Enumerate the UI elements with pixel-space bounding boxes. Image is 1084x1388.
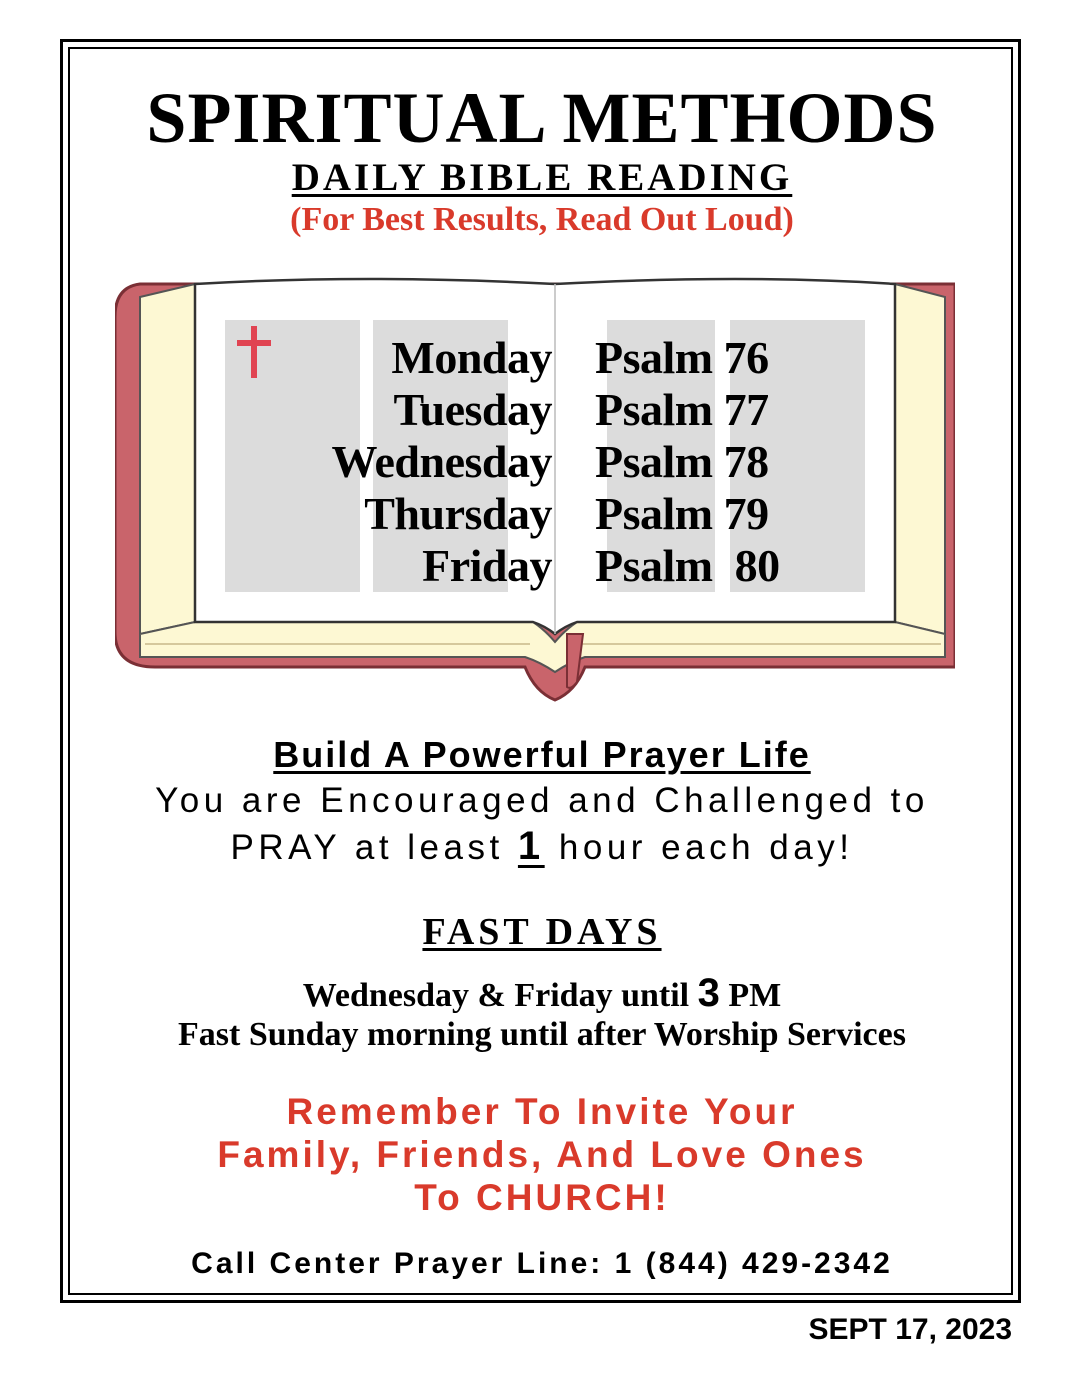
fast-days-heading-text: FAST DAYS	[422, 911, 662, 953]
reading-day: Monday	[391, 332, 552, 383]
invite-line-3: To CHURCH!	[414, 1177, 670, 1218]
fast-days-heading	[0, 910, 1084, 954]
prayer-line-2-start: PRAY at least	[230, 828, 518, 867]
reading-day: Wednesday	[331, 436, 552, 487]
prayer-line-2-end: hour each day!	[544, 828, 854, 867]
reading-psalm: Psalm 79	[595, 488, 769, 539]
prayer-line-phone: Call Center Prayer Line: 1 (844) 429-2342	[191, 1247, 893, 1280]
fast-line-1-end: PM	[719, 977, 782, 1014]
reading-day: Tuesday	[393, 384, 552, 435]
subtitle-text: DAILY BIBLE READING	[291, 156, 793, 199]
page-title: SPIRITUAL METHODS	[146, 78, 938, 158]
prayer-heading-text: Build A Powerful Prayer Life	[273, 734, 811, 775]
invite-line-2: Family, Friends, And Love Ones	[217, 1134, 867, 1175]
reading-psalm: Psalm 77	[595, 384, 769, 435]
fast-days-line-1	[0, 972, 1084, 1017]
fast-line-1-start: Wednesday & Friday until	[302, 977, 698, 1014]
prayer-heading	[0, 733, 1084, 777]
reading-psalm: Psalm 78	[595, 436, 769, 487]
subtitle	[0, 156, 1084, 200]
reading-psalm: Psalm 80	[595, 540, 780, 591]
fast-until-number: 3	[697, 971, 720, 1015]
fast-days-line-2: Fast Sunday morning until after Worship Services	[178, 1016, 906, 1053]
prayer-line-1: You are Encouraged and Challenged to	[155, 781, 929, 820]
invite-line-1: Remember To Invite Your	[286, 1091, 798, 1132]
prayer-line-2	[0, 825, 1084, 869]
reading-day: Friday	[422, 540, 552, 591]
reading-psalm: Psalm 76	[595, 332, 769, 383]
bulletin-date: SEPT 17, 2023	[808, 1313, 1012, 1346]
prayer-hours-number: 1	[517, 824, 545, 868]
read-aloud-note: (For Best Results, Read Out Loud)	[290, 201, 794, 238]
reading-day: Thursday	[364, 488, 552, 539]
